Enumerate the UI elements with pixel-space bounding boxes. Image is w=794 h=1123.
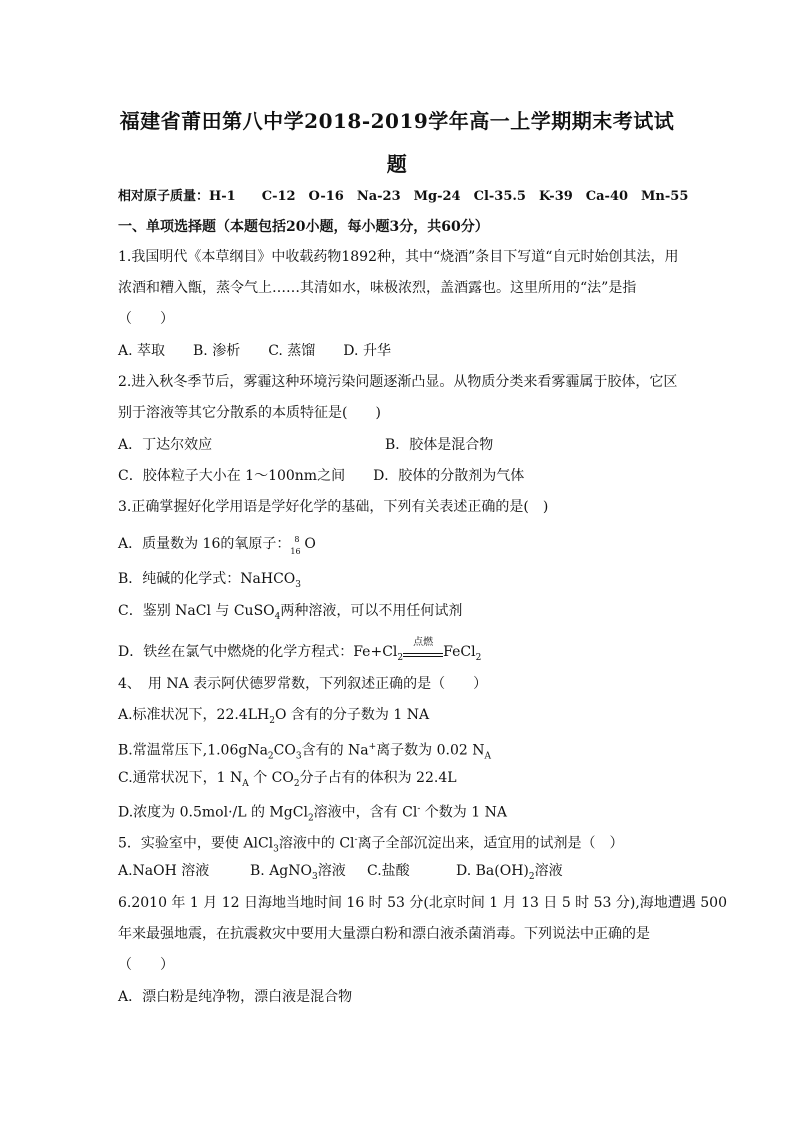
question-5-line-1 (118, 830, 624, 859)
q4-c-sub: 2 (293, 778, 300, 789)
section-header: 一、单项选择题（本题包括20小题，每小题3分，共60分） (118, 219, 489, 235)
q5-d-pre: D. Ba(OH) (456, 863, 529, 879)
q3-option-d-sub1: 2 (397, 652, 404, 663)
q5-b-sub: 3 (312, 871, 318, 882)
q5-post: 离子全部沉淀出来，适宜用的试剂是（ ） (357, 835, 624, 852)
atomic-number: 8 (294, 535, 300, 544)
q4-c-post: 分子占有的体积为 22.4L (299, 770, 457, 786)
q5-sub: 3 (273, 844, 279, 855)
element-symbol: O (304, 536, 316, 552)
q5-d-post: 溶液 (534, 863, 563, 879)
q5-mid: 溶液中的 Cl (278, 835, 355, 852)
question-5-option-a: A.NaOH 溶液 (118, 863, 210, 879)
question-4-option-b (118, 737, 491, 766)
question-4-line-1: 4、 用 NA 表示阿伏德罗常数，下列叙述正确的是（ ） (118, 676, 488, 692)
q3-option-d-product: FeCl (443, 644, 476, 660)
question-4-option-c (118, 768, 457, 794)
question-4-option-a (118, 705, 429, 731)
question-1-line-2: 浓酒和糟入甑，蒸令气上……其清如水，味极浓烈，盖酒露也。这里所用的“法”是指 (118, 280, 637, 296)
reaction-arrow (403, 637, 443, 662)
q5-b-post: 溶液 (317, 863, 346, 879)
q4-b-sup: + (368, 742, 377, 752)
q5-d-sub: 2 (528, 871, 535, 882)
q4-a-sub: 2 (269, 715, 275, 726)
q5-sup: - (354, 835, 358, 845)
q4-c-mid: 个 CO (248, 770, 294, 786)
question-6-line-1: 6.2010 年 1 月 12 日海地当地时间 16 时 53 分(北京时间 1 月 13 日 5 时 53 分),海地遭遇 500 (118, 895, 727, 911)
mass-number: 16 (290, 547, 301, 556)
q3-option-b-text: B．纯碱的化学式：NaHCO (118, 571, 296, 587)
q3-option-a-text: A．质量数为 16的氧原子： (118, 536, 291, 552)
question-2-line-2: 别于溶液等其它分散系的本质特征是( ) (118, 405, 381, 421)
q4-d-mid: 溶液中，含有 Cl (313, 804, 418, 821)
document-title-line-1: 福建省莆田第八中学2018-2019学年高一上学期期末考试试 (119, 109, 675, 133)
atomic-masses: 相对原子质量：H-1 C-12 O-16 Na-23 Mg-24 Cl-35.5 K-39 Ca-40 Mn-55 (118, 189, 689, 204)
q5-pre: 5．实验室中，要使 AlCl (118, 835, 274, 852)
question-3-line-1: 3.正确掌握好化学用语是学好化学的基础，下列有关表述正确的是( ) (118, 499, 549, 515)
q4-a-post: O 含有的分子数为 1 NA (274, 707, 430, 723)
q3-option-b-sub: 3 (295, 579, 302, 590)
question-5-option-b (250, 861, 346, 887)
question-6-line-2: 年来最强地震，在抗震救灾中要用大量漂白粉和漂白液杀菌消毒。下列说法中正确的是 (118, 926, 650, 942)
q4-b-pre: B.常温常压下,1.06gNa (118, 742, 268, 759)
question-6-line-3: （ ） (118, 957, 174, 973)
q4-b-mid: CO (273, 742, 296, 759)
q4-b-tail: 离子数为 0.02 N (376, 742, 485, 759)
equal-bar-bottom (403, 656, 443, 657)
q4-d-post: 个数为 1 NA (420, 804, 507, 821)
question-3-option-c (118, 601, 462, 627)
q5-b-pre: B. AgNO (250, 863, 312, 879)
q4-d-pre: D.浓度为 0.5mol·/L 的 MgCl (118, 804, 308, 821)
question-2-option-a: A．丁达尔效应 (118, 437, 213, 453)
q3-option-d-sub2: 2 (475, 652, 482, 663)
question-3-option-b (118, 569, 301, 595)
q4-d-sup: - (417, 804, 421, 814)
q4-c-pre: C.通常状况下，1 N (118, 770, 243, 786)
q4-b-sub2: 3 (295, 751, 302, 762)
document-title-line-2: 题 (386, 152, 408, 176)
question-2-line-1: 2.进入秋冬季节后，雾霾这种环境污染问题逐渐凸显。从物质分类来看雾霾属于胶体，它区 (118, 374, 678, 390)
q3-option-c-pre: C．鉴别 NaCl 与 CuSO (118, 603, 275, 619)
q4-d-sub: 2 (307, 813, 314, 824)
q4-b-sub1: 2 (267, 751, 274, 762)
q3-option-d-pre: D．铁丝在氯气中燃烧的化学方程式：Fe+Cl (118, 644, 398, 660)
q4-a-pre: A.标准状况下，22.4LH (118, 707, 270, 723)
question-1-options: A. 萃取 B. 渗析 C. 蒸馏 D. 升华 (118, 343, 391, 359)
equal-bar-top (403, 653, 443, 654)
oxygen-nuclide (290, 534, 304, 554)
q3-option-c-post: 两种溶液，可以不用任何试剂 (280, 603, 463, 619)
question-5-option-c: C.盐酸 (367, 863, 410, 879)
question-6-option-a: A．漂白粉是纯净物，漂白液是混合物 (118, 989, 353, 1005)
question-5-option-d (456, 861, 563, 887)
question-3-option-a (118, 534, 316, 554)
question-2-options-cd: C．胶体粒子大小在 1～100nm之间 D．胶体的分散剂为气体 (118, 468, 525, 484)
question-3-option-d (118, 637, 482, 668)
question-1-line-3: （ ） (118, 311, 174, 327)
question-2-option-b: B．胶体是混合物 (385, 437, 494, 453)
reaction-condition: 点燃 (413, 637, 434, 648)
question-1-line-1: 1.我国明代《本草纲目》中收载药物1892种，其中“烧酒”条目下写道“自元时始创其法，用 (118, 249, 679, 265)
question-4-option-d (118, 799, 507, 828)
q4-b-post: 含有的 Na (301, 742, 369, 759)
q4-c-subA: A (242, 778, 249, 789)
q4-b-subA: A (484, 751, 492, 762)
q3-option-c-sub: 4 (274, 611, 281, 622)
